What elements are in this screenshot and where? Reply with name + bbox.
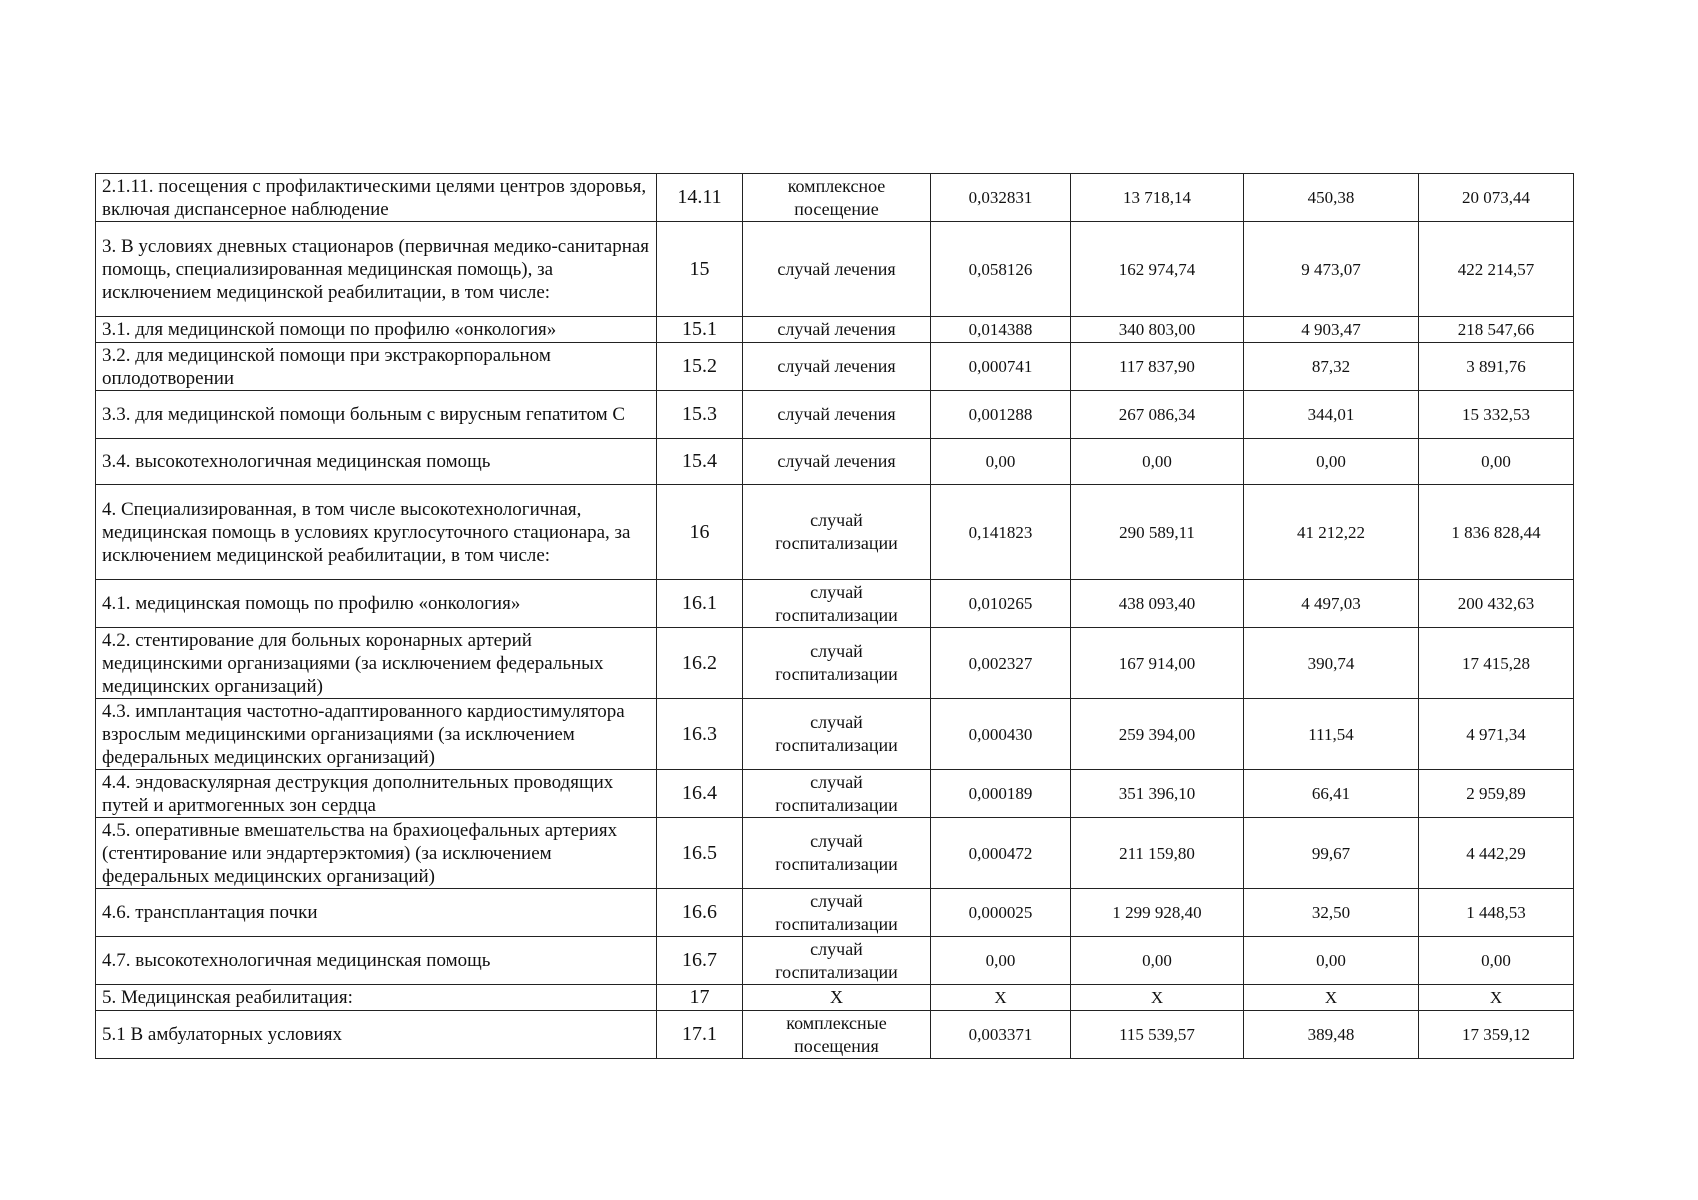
row-total: 218 547,66 (1419, 317, 1574, 343)
table-row (96, 391, 1574, 439)
row-norm: 0,000025 (931, 889, 1071, 937)
row-cost: 351 396,10 (1071, 770, 1244, 818)
row-cost: 259 394,00 (1071, 699, 1244, 770)
row-total: 17 415,28 (1419, 628, 1574, 699)
row-norm: 0,000472 (931, 818, 1071, 889)
row-norm: 0,001288 (931, 391, 1071, 439)
row-label: 5.1 В амбулаторных условиях (96, 1011, 657, 1059)
row-unit: случай лечения (743, 343, 931, 391)
row-cost: 340 803,00 (1071, 317, 1244, 343)
row-per-capita: 66,41 (1244, 770, 1419, 818)
row-total: 200 432,63 (1419, 580, 1574, 628)
row-unit: X (743, 985, 931, 1011)
row-total: 1 448,53 (1419, 889, 1574, 937)
table-row (96, 485, 1574, 580)
row-total: 4 971,34 (1419, 699, 1574, 770)
table-row (96, 1011, 1574, 1059)
row-per-capita: 99,67 (1244, 818, 1419, 889)
row-label: 3.3. для медицинской помощи больным с вирусным гепатитом С (96, 391, 657, 439)
row-per-capita: 0,00 (1244, 937, 1419, 985)
row-label: 2.1.11. посещения с профилактическими целями центров здоровья, включая диспансерное наблюдение (96, 174, 657, 222)
row-code: 15.3 (657, 391, 743, 439)
row-total: X (1419, 985, 1574, 1011)
row-unit: случай госпитализации (743, 628, 931, 699)
table-row (96, 222, 1574, 317)
row-cost: 167 914,00 (1071, 628, 1244, 699)
row-total: 20 073,44 (1419, 174, 1574, 222)
row-per-capita: 32,50 (1244, 889, 1419, 937)
row-cost: 13 718,14 (1071, 174, 1244, 222)
row-norm: X (931, 985, 1071, 1011)
row-code: 16.1 (657, 580, 743, 628)
table-row (96, 937, 1574, 985)
row-cost: 0,00 (1071, 937, 1244, 985)
row-cost: 0,00 (1071, 439, 1244, 485)
row-per-capita: 390,74 (1244, 628, 1419, 699)
row-cost: 267 086,34 (1071, 391, 1244, 439)
table-row (96, 628, 1574, 699)
row-cost: 1 299 928,40 (1071, 889, 1244, 937)
row-total: 0,00 (1419, 937, 1574, 985)
table-row (96, 580, 1574, 628)
row-per-capita: 9 473,07 (1244, 222, 1419, 317)
row-total: 2 959,89 (1419, 770, 1574, 818)
row-cost: X (1071, 985, 1244, 1011)
row-label: 4.3. имплантация частотно-адаптированного кардиостимулятора взрослым медицинскими организациями (за исключением федеральных медицинских организаций) (96, 699, 657, 770)
row-label: 4.4. эндоваскулярная деструкция дополнительных проводящих путей и аритмогенных зон сердца (96, 770, 657, 818)
row-cost: 290 589,11 (1071, 485, 1244, 580)
table-row (96, 770, 1574, 818)
table-row (96, 174, 1574, 222)
row-per-capita: 87,32 (1244, 343, 1419, 391)
row-per-capita: 450,38 (1244, 174, 1419, 222)
row-code: 16.5 (657, 818, 743, 889)
row-code: 15 (657, 222, 743, 317)
row-cost: 438 093,40 (1071, 580, 1244, 628)
row-cost: 115 539,57 (1071, 1011, 1244, 1059)
row-cost: 117 837,90 (1071, 343, 1244, 391)
table-row (96, 985, 1574, 1011)
row-norm: 0,014388 (931, 317, 1071, 343)
row-code: 16.4 (657, 770, 743, 818)
row-norm: 0,000741 (931, 343, 1071, 391)
row-norm: 0,058126 (931, 222, 1071, 317)
row-label: 3.2. для медицинской помощи при экстракорпоральном оплодотворении (96, 343, 657, 391)
row-label: 3.4. высокотехнологичная медицинская помощь (96, 439, 657, 485)
row-per-capita: 4 497,03 (1244, 580, 1419, 628)
row-code: 15.1 (657, 317, 743, 343)
table-row (96, 699, 1574, 770)
table-body (96, 174, 1574, 1059)
row-norm: 0,141823 (931, 485, 1071, 580)
data-table (95, 173, 1574, 1059)
row-code: 16.6 (657, 889, 743, 937)
row-code: 14.11 (657, 174, 743, 222)
row-label: 4.7. высокотехнологичная медицинская помощь (96, 937, 657, 985)
row-total: 4 442,29 (1419, 818, 1574, 889)
row-unit: случай лечения (743, 317, 931, 343)
row-total: 17 359,12 (1419, 1011, 1574, 1059)
row-code: 17 (657, 985, 743, 1011)
row-code: 16.3 (657, 699, 743, 770)
row-norm: 0,010265 (931, 580, 1071, 628)
row-total: 422 214,57 (1419, 222, 1574, 317)
row-unit: комплексное посещение (743, 174, 931, 222)
row-code: 15.4 (657, 439, 743, 485)
row-total: 3 891,76 (1419, 343, 1574, 391)
row-per-capita: 389,48 (1244, 1011, 1419, 1059)
table-row (96, 343, 1574, 391)
row-label: 4.2. стентирование для больных коронарных артерий медицинскими организациями (за исключением федеральных медицинских организаций) (96, 628, 657, 699)
row-label: 4. Специализированная, в том числе высокотехнологичная, медицинская помощь в условиях круглосуточного стационара, за исключением медицинской реабилитации, в том числе: (96, 485, 657, 580)
row-unit: случай лечения (743, 391, 931, 439)
row-label: 3. В условиях дневных стационаров (первичная медико-санитарная помощь, специализированная медицинская помощь), за исключением медицинской реабилитации, в том числе: (96, 222, 657, 317)
row-unit: случай госпитализации (743, 485, 931, 580)
row-code: 16 (657, 485, 743, 580)
row-norm: 0,000189 (931, 770, 1071, 818)
row-unit: случай лечения (743, 222, 931, 317)
row-code: 17.1 (657, 1011, 743, 1059)
row-label: 4.1. медицинская помощь по профилю «онкология» (96, 580, 657, 628)
row-unit: случай госпитализации (743, 770, 931, 818)
row-unit: случай лечения (743, 439, 931, 485)
row-unit: комплексные посещения (743, 1011, 931, 1059)
row-label: 4.6. трансплантация почки (96, 889, 657, 937)
row-unit: случай госпитализации (743, 580, 931, 628)
row-unit: случай госпитализации (743, 699, 931, 770)
row-total: 15 332,53 (1419, 391, 1574, 439)
row-unit: случай госпитализации (743, 937, 931, 985)
table-row (96, 818, 1574, 889)
table-row (96, 889, 1574, 937)
row-code: 15.2 (657, 343, 743, 391)
row-code: 16.2 (657, 628, 743, 699)
row-code: 16.7 (657, 937, 743, 985)
row-per-capita: 344,01 (1244, 391, 1419, 439)
row-per-capita: 0,00 (1244, 439, 1419, 485)
row-total: 0,00 (1419, 439, 1574, 485)
row-label: 4.5. оперативные вмешательства на брахиоцефальных артериях (стентирование или эндартерэктомия) (за исключением федеральных медицинских организаций) (96, 818, 657, 889)
row-norm: 0,002327 (931, 628, 1071, 699)
row-per-capita: 4 903,47 (1244, 317, 1419, 343)
row-per-capita: 111,54 (1244, 699, 1419, 770)
row-total: 1 836 828,44 (1419, 485, 1574, 580)
row-label: 3.1. для медицинской помощи по профилю «онкология» (96, 317, 657, 343)
table-row (96, 317, 1574, 343)
row-unit: случай госпитализации (743, 889, 931, 937)
row-per-capita: X (1244, 985, 1419, 1011)
row-unit: случай госпитализации (743, 818, 931, 889)
row-norm: 0,00 (931, 937, 1071, 985)
row-cost: 211 159,80 (1071, 818, 1244, 889)
row-cost: 162 974,74 (1071, 222, 1244, 317)
row-label: 5. Медицинская реабилитация: (96, 985, 657, 1011)
row-per-capita: 41 212,22 (1244, 485, 1419, 580)
row-norm: 0,00 (931, 439, 1071, 485)
table-row (96, 439, 1574, 485)
row-norm: 0,032831 (931, 174, 1071, 222)
row-norm: 0,000430 (931, 699, 1071, 770)
row-norm: 0,003371 (931, 1011, 1071, 1059)
